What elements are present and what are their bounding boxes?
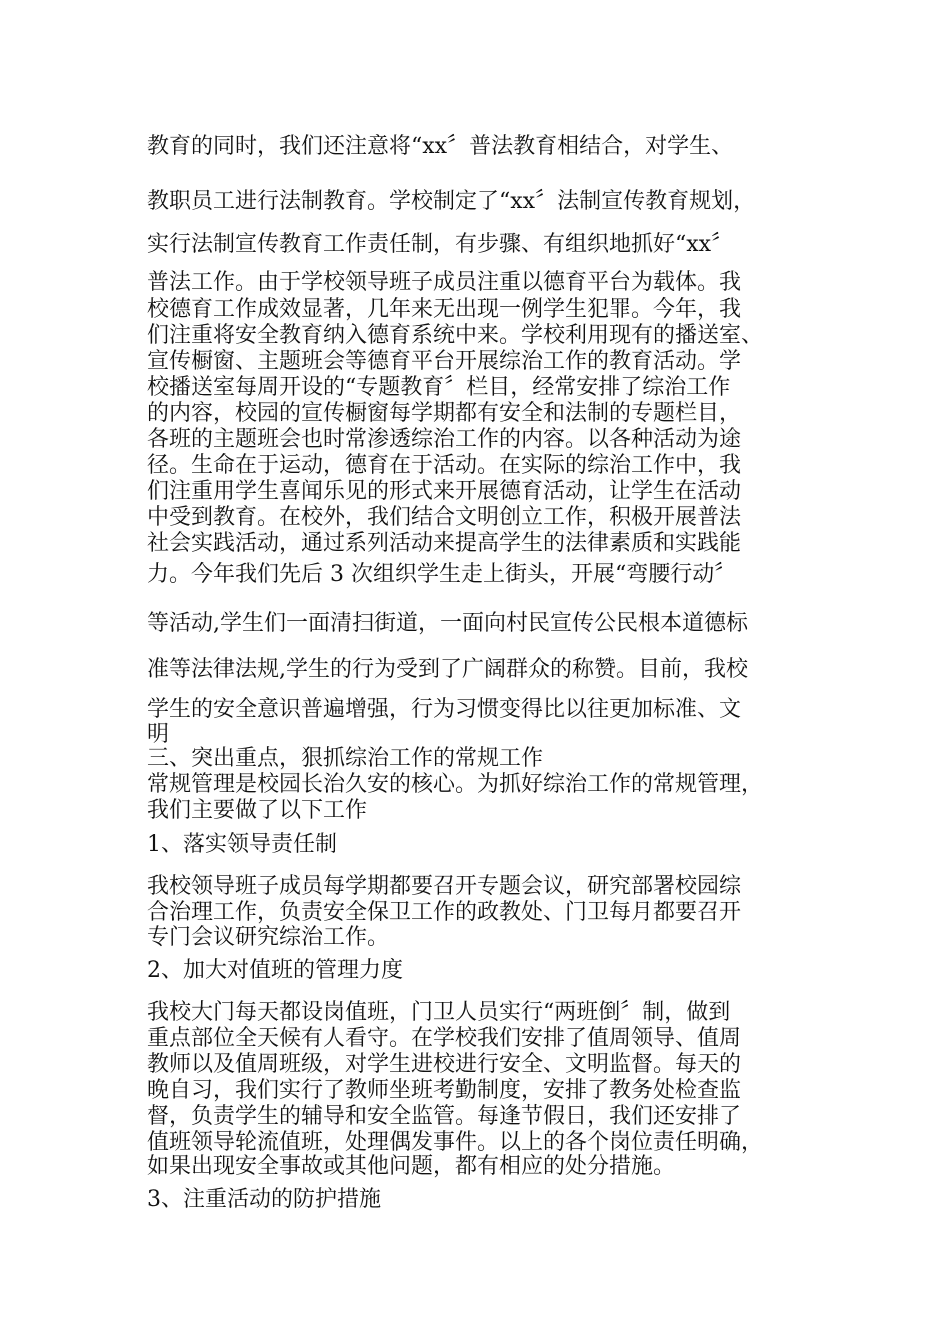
body-text-line: 们注重将安全教育纳入德育系统中来。学校利用现有的播送室、: [147, 323, 764, 348]
body-text-line: 督，负责学生的辅导和安全监管。每逢节假日，我们还安排了: [147, 1104, 742, 1129]
subsection-heading: 1、落实领导责任制: [147, 832, 337, 857]
body-text-line: 普法工作。由于学校领导班子成员注重以德育平台为载体。我: [147, 270, 742, 295]
body-text-line: 合治理工作，负责安全保卫工作的政教处、门卫每月都要召开: [147, 900, 742, 925]
body-text-line: 宣传橱窗、主题班会等德育平台开展综治工作的教育活动。学: [147, 349, 742, 374]
body-text-line: 我校领导班子成员每学期都要召开专题会议，研究部署校园综: [147, 874, 742, 899]
body-text-line: 值班领导轮流值班，处理偶发事件。以上的各个岗位责任明确，: [147, 1130, 764, 1155]
body-text-line: 我校大门每天都设岗值班，门卫人员实行“两班倒〞制，做到: [147, 1000, 731, 1025]
body-text-line: 如果出现安全事故或其他问题，都有相应的处分措施。: [147, 1154, 676, 1179]
body-text-line: 等活动,学生们一面清扫街道，一面向村民宣传公民根本道德标: [147, 611, 748, 636]
body-text-line: 各班的主题班会也时常渗透综治工作的内容。以各种活动为途: [147, 427, 742, 452]
subsection-heading: 3、注重活动的防护措施: [147, 1187, 381, 1212]
body-text-line: 教师以及值周班级，对学生进校进行安全、文明监督。每天的: [147, 1052, 742, 1077]
body-text-line: 力。今年我们先后 3 次组织学生走上街头，开展“弯腰行动〞: [147, 562, 737, 587]
body-text-line: 教育的同时，我们还注意将“xx〞普法教育相结合，对学生、: [147, 134, 734, 159]
body-text-line: 社会实践活动，通过系列活动来提高学生的法律素质和实践能: [147, 531, 742, 556]
body-text-line: 的内容，校园的宣传橱窗每学期都有安全和法制的专题栏目，: [147, 401, 742, 426]
body-text-line: 实行法制宣传教育工作责任制，有步骤、有组织地抓好“xx〞: [147, 232, 734, 257]
body-text-line: 晚自习，我们实行了教师坐班考勤制度，安排了教务处检查监: [147, 1078, 742, 1103]
body-text-line: 教职员工进行法制教育。学校制定了“xx〞法制宣传教育规划，: [147, 189, 756, 214]
body-text-line: 准等法律法规,学生的行为受到了广阔群众的称赞。目前，我校: [147, 657, 748, 682]
body-text-line: 专门会议研究综治工作。: [147, 925, 390, 950]
body-text-line: 径。生命在于运动，德育在于活动。在实际的综治工作中，我: [147, 453, 742, 478]
body-text-line: 我们主要做了以下工作: [147, 798, 368, 823]
body-text-line: 中受到教育。在校外，我们结合文明创立工作，积极开展普法: [147, 505, 742, 530]
body-text-line: 们注重用学生喜闻乐见的形式来开展德育活动，让学生在活动: [147, 479, 742, 504]
body-text-line: 常规管理是校园长治久安的核心。为抓好综治工作的常规管理，: [147, 772, 764, 797]
section-heading: 三、突出重点，狠抓综治工作的常规工作: [147, 746, 544, 771]
body-text-line: 学生的安全意识普遍增强，行为习惯变得比以往更加标准、文: [147, 697, 742, 722]
body-text-line: 明: [147, 722, 170, 747]
body-text-line: 重点部位全天候有人看守。在学校我们安排了值周领导、值周: [147, 1026, 742, 1051]
subsection-heading: 2、加大对值班的管理力度: [147, 958, 403, 983]
body-text-line: 校德育工作成效显著，几年来无出现一例学生犯罪。今年，我: [147, 297, 742, 322]
body-text-line: 校播送室每周开设的“专题教育〞栏目，经常安排了综治工作: [147, 375, 731, 400]
